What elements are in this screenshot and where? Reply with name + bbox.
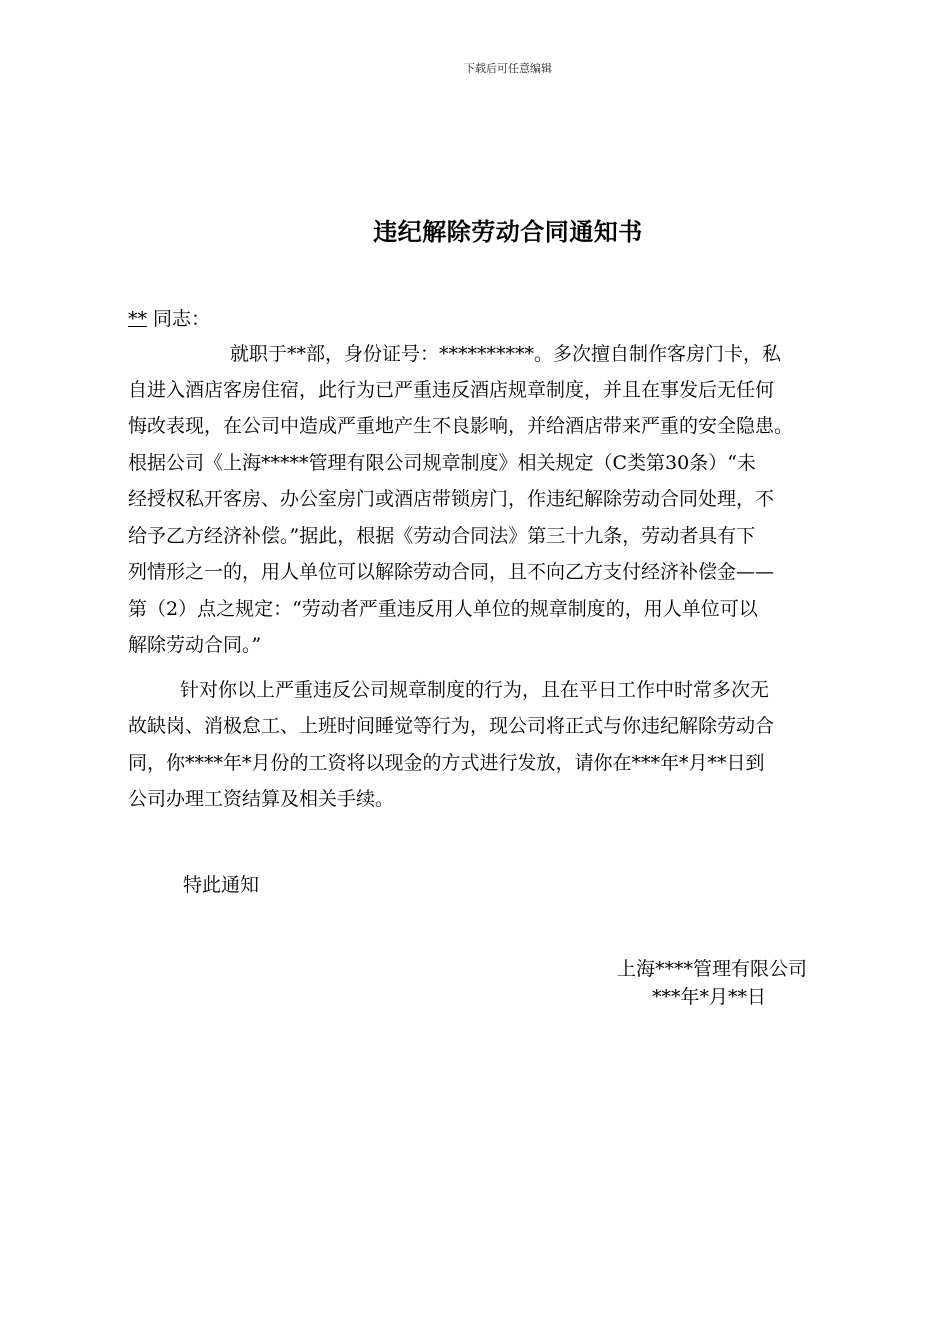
body-line: 经授权私开客房、办公室房门或酒店带锁房门，作违纪解除劳动合同处理，不: [128, 488, 775, 510]
body-line: 列情形之一的，用人单位可以解除劳动合同，且不向乙方支付经济补偿金——: [128, 561, 775, 583]
signature-date: ***年*月**日: [652, 986, 767, 1008]
body-line: 公司办理工资结算及相关手续。: [128, 788, 395, 810]
body-line: 给予乙方经济补偿。”据此，根据《劳动合同法》第三十九条，劳动者具有下: [128, 525, 756, 547]
recipient-name: **: [128, 308, 147, 330]
body-line: 针对你以上严重违反公司规章制度的行为，且在平日工作中时常多次无: [180, 679, 770, 701]
body-line: 根据公司《上海*****管理有限公司规章制度》相关规定（C类第30条）“未: [128, 452, 756, 474]
body-line: 故缺岗、消极怠工、上班时间睡觉等行为，现公司将正式与你违纪解除劳动合: [128, 715, 775, 737]
body-line: 第（2）点之规定：“劳动者严重违反用人单位的规章制度的，用人单位可以: [128, 598, 758, 620]
signature-company: 上海****管理有限公司: [617, 958, 808, 980]
body-line: 悔改表现，在公司中造成严重地产生不良影响，并给酒店带来严重的安全隐患。: [128, 415, 794, 437]
body-line: 自进入酒店客房住宿，此行为已严重违反酒店规章制度，并且在事发后无任何: [128, 379, 775, 401]
salutation: [128, 305, 210, 333]
document-title: 违纪解除劳动合同通知书: [373, 218, 643, 246]
body-line: 解除劳动合同。”: [128, 634, 262, 656]
body-line: 就职于**部，身份证号：**********。多次擅自制作客房门卡，私: [230, 343, 782, 365]
body-line: 同，你****年*月份的工资将以现金的方式进行发放，请你在***年*月**日到: [128, 752, 765, 774]
closing-text: 特此通知: [183, 874, 260, 896]
salutation-suffix: 同志：: [147, 308, 211, 330]
header-note: 下载后可任意编辑: [464, 62, 552, 75]
